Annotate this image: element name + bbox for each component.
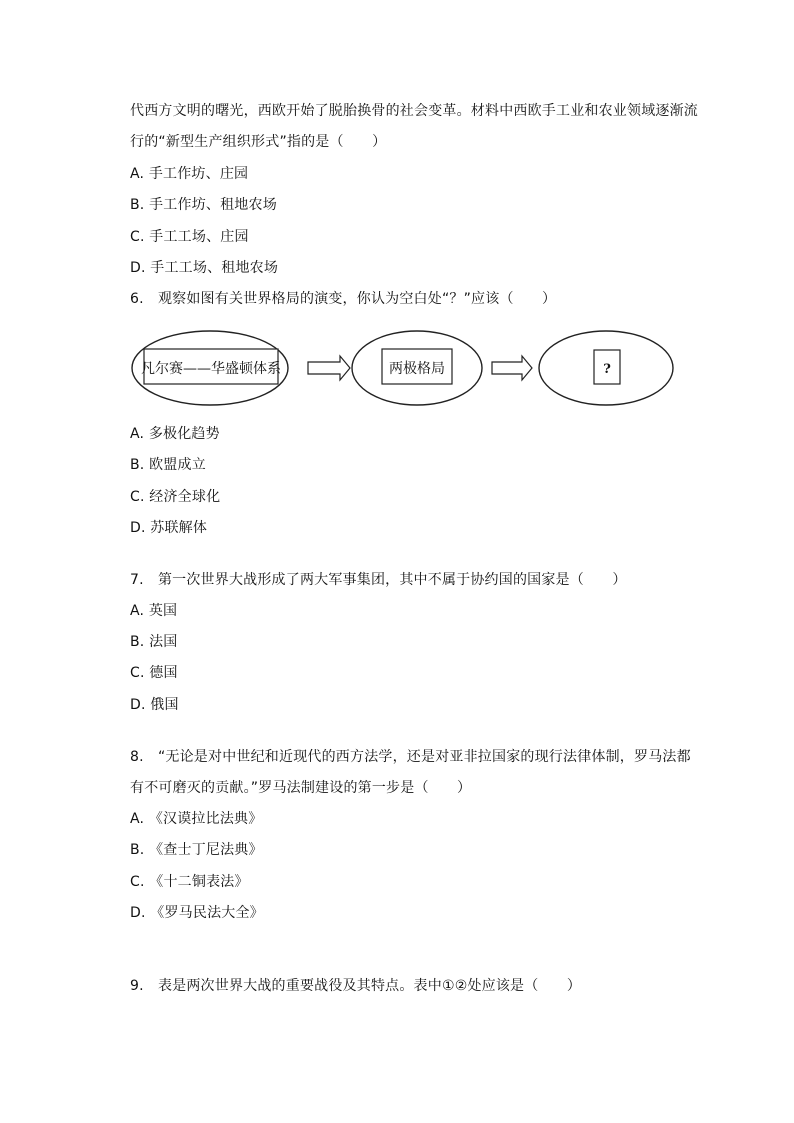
q8-stem-line2: 有不可磨灭的贡献。”罗马法制建设的第一步是（ ） bbox=[130, 780, 472, 796]
world-pattern-diagram bbox=[130, 323, 680, 413]
q9-stem: 9. 表是两次世界大战的重要战役及其特点。表中①②处应该是（ ） bbox=[130, 978, 582, 994]
q5-stem-line1: 代西方文明的曙光，西欧开始了脱胎换骨的社会变革。材料中西欧手工业和农业领域逐渐流 bbox=[130, 103, 698, 119]
q5-option-c: C. 手工工场、庄园 bbox=[130, 229, 249, 245]
q5-option-a: A. 手工作坊、庄园 bbox=[130, 166, 249, 182]
q5-stem-line2: 行的“新型生产组织形式”指的是（ ） bbox=[130, 134, 387, 150]
q6-option-d: D. 苏联解体 bbox=[130, 520, 208, 536]
diagram-label-1: 凡尔赛——华盛顿体系 bbox=[141, 361, 281, 377]
q6-stem: 6. 观察如图有关世界格局的演变，你认为空白处“？”应该（ ） bbox=[130, 291, 557, 307]
q7-option-b: B. 法国 bbox=[130, 634, 178, 650]
arrow-right-icon bbox=[308, 356, 350, 380]
q7-stem: 7. 第一次世界大战形成了两大军事集团，其中不属于协约国的国家是（ ） bbox=[130, 572, 627, 588]
q5-option-d: D. 手工工场、租地农场 bbox=[130, 260, 279, 276]
q8-option-a: A. 《汉谟拉比法典》 bbox=[130, 811, 263, 827]
q7-option-a: A. 英国 bbox=[130, 603, 178, 619]
q8-option-b: B. 《查士丁尼法典》 bbox=[130, 842, 263, 858]
q8-option-d: D. 《罗马民法大全》 bbox=[130, 905, 264, 921]
q6-option-c: C. 经济全球化 bbox=[130, 489, 221, 505]
diagram-label-2: 两极格局 bbox=[389, 361, 445, 377]
q6-option-b: B. 欧盟成立 bbox=[130, 457, 206, 473]
q6-option-a: A. 多极化趋势 bbox=[130, 426, 220, 442]
q8-option-c: C. 《十二铜表法》 bbox=[130, 874, 249, 890]
arrow-right-icon bbox=[492, 356, 532, 380]
q7-option-c: C. 德国 bbox=[130, 665, 178, 681]
q7-option-d: D. 俄国 bbox=[130, 697, 179, 713]
diagram-label-3: ? bbox=[603, 362, 611, 377]
q5-option-b: B. 手工作坊、租地农场 bbox=[130, 197, 277, 213]
q8-stem-line1: 8. “无论是对中世纪和近现代的西方法学，还是对亚非拉国家的现行法律体制，罗马法都 bbox=[130, 749, 691, 765]
